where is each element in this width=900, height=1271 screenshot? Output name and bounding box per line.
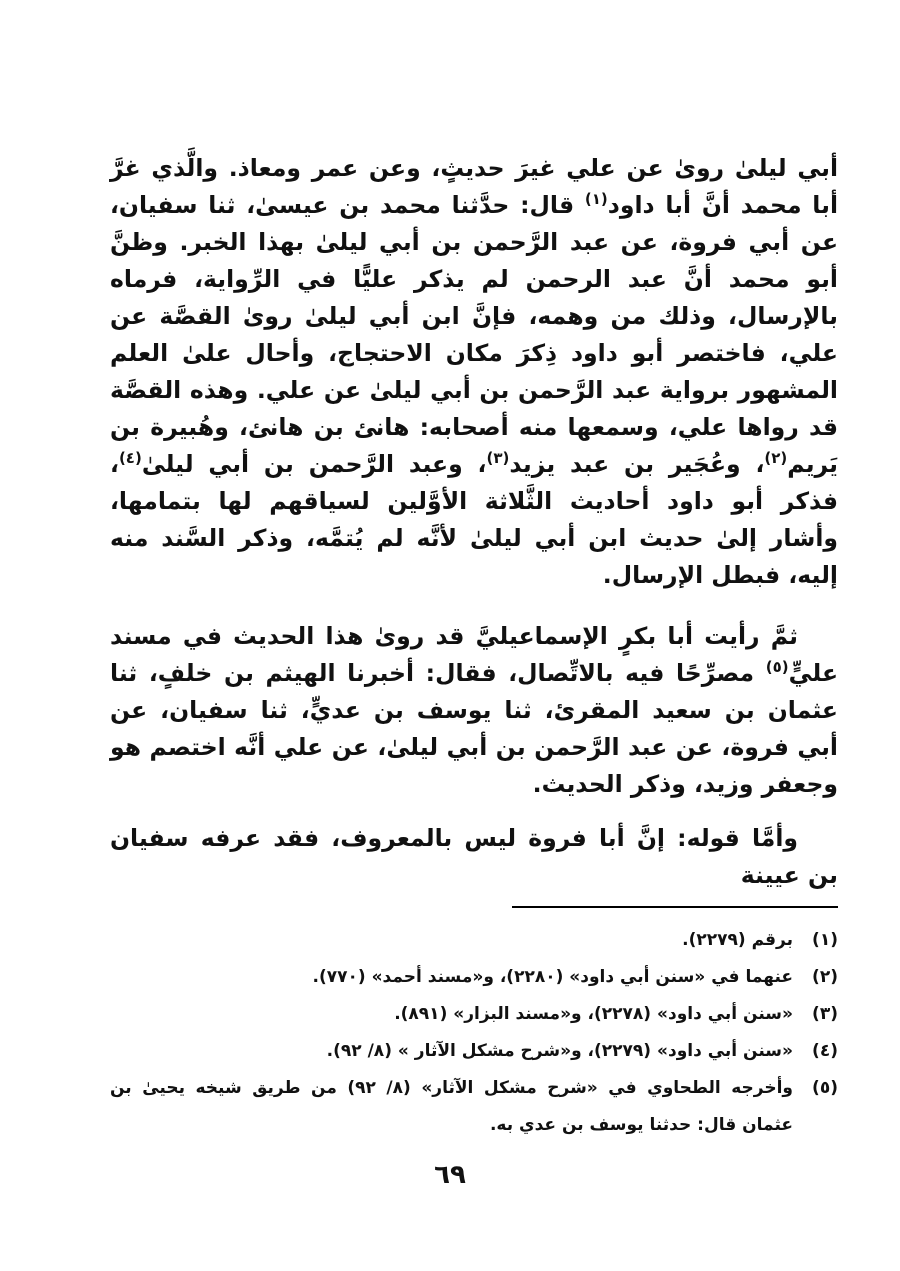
footnote-item	[110, 959, 838, 996]
text-run: ، وعُجَير بن عبد يزيد	[509, 450, 765, 478]
footnote-number: (٤)	[812, 1041, 838, 1061]
text-run: مصرِّحًا فيه بالاتِّصال، فقال: أخبرنا الهيثم بن خلفٍ، ثنا عثمان بن سعيد المقرئ، ثنا يوسف بن عديٍّ، ثنا سفيان، عن أبي فروة، عن عبد الرَّحمن بن أبي ليلىٰ، عن علي أنَّه اختصم هو وجعفر وزيد، وذكر الحديث.	[110, 659, 838, 798]
footnote-ref-2: (٢)	[764, 449, 788, 468]
footnote-number: (١)	[812, 930, 838, 950]
footnote-text: برقم (٢٢٧٩).	[682, 930, 793, 950]
text-run: وأمَّا قوله: إنَّ أبا فروة ليس بالمعروف، فقد عرفه سفيان بن عيينة	[110, 824, 838, 889]
footnote-item	[110, 1033, 838, 1070]
footnote-item	[110, 996, 838, 1033]
text-run: قال: حدَّثنا محمد بن عيسىٰ، ثنا سفيان، عن أبي فروة، عن عبد الرَّحمن بن أبي ليلىٰ بهذا الخبر. وظنَّ أبو محمد أنَّ عبد الرحمن لم يذكر عليًّا في الرِّواية، فرماه بالإرسال، وذلك من وهمه، فإنَّ ابن أبي ليلىٰ روىٰ القصَّة عن علي، فاختصر أبو داود ذِكرَ مكان الاحتجاج، وأحال علىٰ العلم المشهور برواية عبد الرَّحمن بن أبي ليلىٰ عن علي. وهذه القصَّة قد رواها علي، وسمعها منه أصحابه: هانئ بن هانئ، وهُبيرة بن يَريم	[110, 191, 838, 478]
footnote-item	[110, 1070, 838, 1144]
text-run: ، وعبد الرَّحمن بن أبي ليلىٰ	[141, 450, 487, 478]
footnote-ref-4: (٤)	[118, 449, 142, 468]
footnote-ref-1: (١)	[584, 190, 608, 209]
footnote-text: عنهما في «سنن أبي داود» (٢٢٨٠)، و«مسند أحمد» (٧٧٠).	[312, 967, 793, 987]
footnote-number: (٥)	[812, 1078, 838, 1098]
footnotes	[110, 922, 838, 1144]
text-run: أبي ليلىٰ روىٰ عن علي غيرَ حديثٍ، وعن عمر ومعاذ. والَّذي غرَّ أبا محمد أنَّ أبا داود	[110, 154, 838, 219]
footnote-text: «سنن أبي داود» (٢٢٧٩)، و«شرح مشكل الآثار » (٨/ ٩٢).	[326, 1041, 793, 1061]
footnote-number: (٢)	[812, 967, 838, 987]
footnote-text: وأخرجه الطحاوي في «شرح مشكل الآثار» (٨/ ٩٢) من طريق شيخه يحيىٰ بن عثمان قال: حدثنا يوسف بن عدي به.	[110, 1078, 793, 1135]
footnote-text: «سنن أبي داود» (٢٢٧٨)، و«مسند البزار» (٨٩١).	[394, 1004, 793, 1024]
footnote-ref-3: (٣)	[486, 449, 510, 468]
footnote-ref-5: (٥)	[765, 658, 789, 677]
page-number: ٦٩	[434, 1160, 466, 1190]
footnote-number: (٣)	[812, 1004, 838, 1024]
footnote-item	[110, 922, 838, 959]
text-run: ثمَّ رأيت أبا بكرٍ الإسماعيليَّ قد روىٰ هذا الحديث في مسند عليٍّ	[110, 622, 838, 687]
footnote-separator	[512, 906, 838, 908]
paragraph-3	[110, 820, 838, 894]
paragraph-2	[110, 618, 838, 803]
text-run: ، فذكر أبو داود أحاديث الثَّلاثة الأوَّلين لسياقهم لها بتمامها، وأشار إلىٰ حديث ابن أبي ليلىٰ لأنَّه لم يُتمَّه، وذكر السَّند منه إليه، فبطل الإرسال.	[110, 450, 838, 589]
paragraph-1	[110, 150, 838, 594]
